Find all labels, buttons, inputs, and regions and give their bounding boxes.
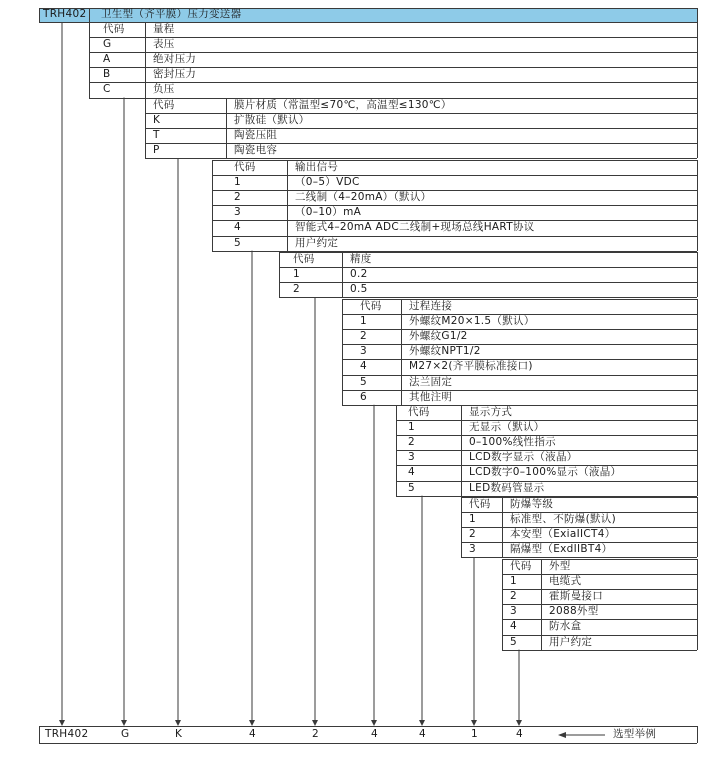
rule-line	[401, 299, 402, 405]
display-label: LCD数字0–100%显示（液晶）	[469, 466, 622, 479]
output-label: （0–5）VDC	[295, 176, 360, 189]
rule-line	[212, 236, 697, 237]
range-code: A	[103, 53, 111, 66]
output-header-code: 代码	[234, 161, 256, 173]
housing-code: 2	[510, 590, 517, 603]
rule-line	[279, 252, 280, 297]
diaphragm-code: K	[153, 114, 161, 127]
example-value: 4	[371, 728, 378, 740]
rule-line	[89, 8, 90, 22]
output-code: 3	[234, 206, 241, 219]
explosion-header-label: 防爆等级	[510, 498, 554, 510]
connection-label: 法兰固定	[409, 375, 453, 388]
range-code: G	[103, 38, 112, 51]
rule-line	[89, 22, 90, 98]
rule-line	[396, 405, 697, 406]
housing-header-code: 代码	[510, 560, 532, 572]
display-label: 0–100%线性指示	[469, 436, 556, 449]
housing-label: 电缆式	[549, 575, 582, 588]
title-code: TRH402	[43, 8, 87, 20]
rule-line	[212, 190, 697, 191]
rule-line	[342, 299, 343, 405]
rule-line	[39, 726, 697, 727]
connection-label: 其他注明	[409, 390, 453, 403]
rule-line	[145, 22, 146, 98]
rule-line	[502, 635, 697, 636]
display-header-label: 显示方式	[469, 406, 513, 418]
connection-label: 外螺纹NPT1/2	[409, 345, 481, 358]
rule-line	[697, 497, 698, 557]
range-label: 绝对压力	[153, 53, 197, 66]
rule-line	[502, 619, 697, 620]
rule-line	[89, 22, 697, 23]
rule-line	[145, 98, 146, 158]
display-code: 4	[408, 466, 415, 479]
display-code: 3	[408, 451, 415, 464]
rule-line	[145, 128, 697, 129]
rule-line	[502, 604, 697, 605]
rule-line	[461, 497, 462, 557]
connection-code: 6	[360, 390, 367, 403]
range-label: 密封压力	[153, 68, 197, 81]
rule-line	[39, 743, 697, 744]
rule-line	[502, 497, 503, 557]
output-code: 1	[234, 176, 241, 189]
rule-line	[697, 559, 698, 650]
explosion-label: 本安型（ExiaIICT4）	[510, 528, 616, 541]
connection-label: M27×2(齐平膜标准接口)	[409, 360, 533, 373]
connection-label: 外螺纹M20×1.5（默认）	[409, 315, 535, 328]
accuracy-code: 2	[293, 283, 300, 296]
display-code: 2	[408, 436, 415, 449]
rule-line	[226, 98, 227, 158]
example-arrow-head	[558, 732, 566, 738]
diaphragm-code: P	[153, 144, 160, 157]
rule-line	[89, 37, 697, 38]
accuracy-label: 0.2	[350, 268, 368, 281]
output-code: 4	[234, 221, 241, 234]
rule-line	[697, 22, 698, 98]
output-code: 2	[234, 191, 241, 204]
rule-line	[342, 252, 343, 297]
diaphragm-code: T	[153, 129, 160, 142]
rule-line	[145, 113, 697, 114]
rule-line	[342, 390, 697, 391]
housing-label: 霍斯曼接口	[549, 590, 603, 603]
display-code: 5	[408, 481, 415, 494]
display-label: LCD数字显示（液晶）	[469, 451, 578, 464]
connection-header-label: 过程连接	[409, 300, 453, 312]
diaphragm-label: 陶瓷电容	[234, 144, 278, 157]
example-value: 4	[249, 728, 256, 740]
rule-line	[342, 344, 697, 345]
explosion-code: 1	[469, 513, 476, 526]
accuracy-label: 0.5	[350, 283, 368, 296]
rule-line	[89, 82, 697, 83]
rule-line	[39, 726, 40, 743]
accuracy-header-label: 精度	[350, 253, 372, 265]
rule-line	[396, 405, 397, 496]
example-value: K	[175, 728, 183, 740]
display-label: LED数码管显示	[469, 481, 545, 494]
connection-code: 4	[360, 360, 367, 373]
housing-code: 1	[510, 575, 517, 588]
rule-line	[697, 726, 698, 743]
explosion-header-code: 代码	[469, 498, 491, 510]
output-label: 智能式4–20mA ADC二线制+现场总线HART协议	[295, 221, 535, 234]
rule-line	[212, 160, 697, 161]
accuracy-header-code: 代码	[293, 253, 315, 265]
diaphragm-label: 扩散硅（默认）	[234, 114, 310, 127]
connection-code: 1	[360, 315, 367, 328]
range-code: C	[103, 83, 111, 96]
output-header-label: 输出信号	[295, 161, 339, 173]
explosion-code: 2	[469, 528, 476, 541]
rule-line	[697, 8, 698, 22]
rule-line	[461, 497, 697, 498]
rule-line	[697, 252, 698, 297]
diaphragm-header-code: 代码	[153, 99, 175, 111]
rule-line	[502, 650, 697, 651]
output-label: 二线制（4–20mA）（默认）	[295, 191, 432, 204]
housing-label: 2088外型	[549, 605, 599, 618]
connection-label: 外螺纹G1/2	[409, 330, 468, 343]
rule-line	[396, 481, 697, 482]
example-value: G	[121, 728, 130, 740]
range-header-code: 代码	[103, 23, 125, 35]
rule-line	[212, 160, 213, 251]
range-header-label: 量程	[153, 23, 175, 35]
display-header-code: 代码	[408, 406, 430, 418]
rule-line	[697, 98, 698, 158]
example-value: 4	[516, 728, 523, 740]
display-code: 1	[408, 421, 415, 434]
housing-code: 4	[510, 620, 517, 633]
example-value: 4	[419, 728, 426, 740]
housing-header-label: 外型	[549, 560, 571, 572]
housing-code: 3	[510, 605, 517, 618]
explosion-code: 3	[469, 543, 476, 556]
output-label: 用户约定	[295, 236, 339, 249]
range-label: 负压	[153, 83, 175, 96]
title-name: 卫生型（齐平膜）压力变送器	[101, 8, 242, 20]
rule-line	[461, 405, 462, 496]
connection-header-code: 代码	[360, 300, 382, 312]
rule-line	[697, 160, 698, 251]
range-code: B	[103, 68, 111, 81]
explosion-label: 隔爆型（ExdIIBT4）	[510, 543, 613, 556]
output-code: 5	[234, 236, 241, 249]
rule-line	[697, 405, 698, 496]
rule-line	[212, 205, 697, 206]
rule-line	[502, 559, 503, 650]
explosion-label: 标准型、不防爆(默认)	[510, 513, 616, 526]
rule-line	[287, 160, 288, 251]
rule-line	[342, 329, 697, 330]
rule-line	[342, 299, 697, 300]
rule-line	[697, 299, 698, 405]
rule-line	[502, 574, 697, 575]
example-value: 1	[471, 728, 478, 740]
rule-line	[39, 8, 40, 22]
housing-label: 防水盒	[549, 620, 582, 633]
housing-code: 5	[510, 635, 517, 648]
rule-line	[212, 175, 697, 176]
connection-code: 5	[360, 375, 367, 388]
connection-code: 2	[360, 330, 367, 343]
rule-line	[145, 143, 697, 144]
output-label: （0–10）mA	[295, 206, 362, 219]
example-label: 选型举例	[613, 728, 657, 740]
connection-code: 3	[360, 345, 367, 358]
rule-line	[541, 559, 542, 650]
rule-line	[396, 420, 697, 421]
diaphragm-header-label: 膜片材质（常温型≤70℃，高温型≤130℃）	[234, 99, 452, 111]
diaphragm-label: 陶瓷压阻	[234, 129, 278, 142]
accuracy-code: 1	[293, 268, 300, 281]
housing-label: 用户约定	[549, 635, 593, 648]
range-label: 表压	[153, 38, 175, 51]
rule-line	[342, 375, 697, 376]
display-label: 无显示（默认）	[469, 421, 545, 434]
example-value: 2	[312, 728, 319, 740]
example-value: TRH402	[45, 728, 89, 740]
